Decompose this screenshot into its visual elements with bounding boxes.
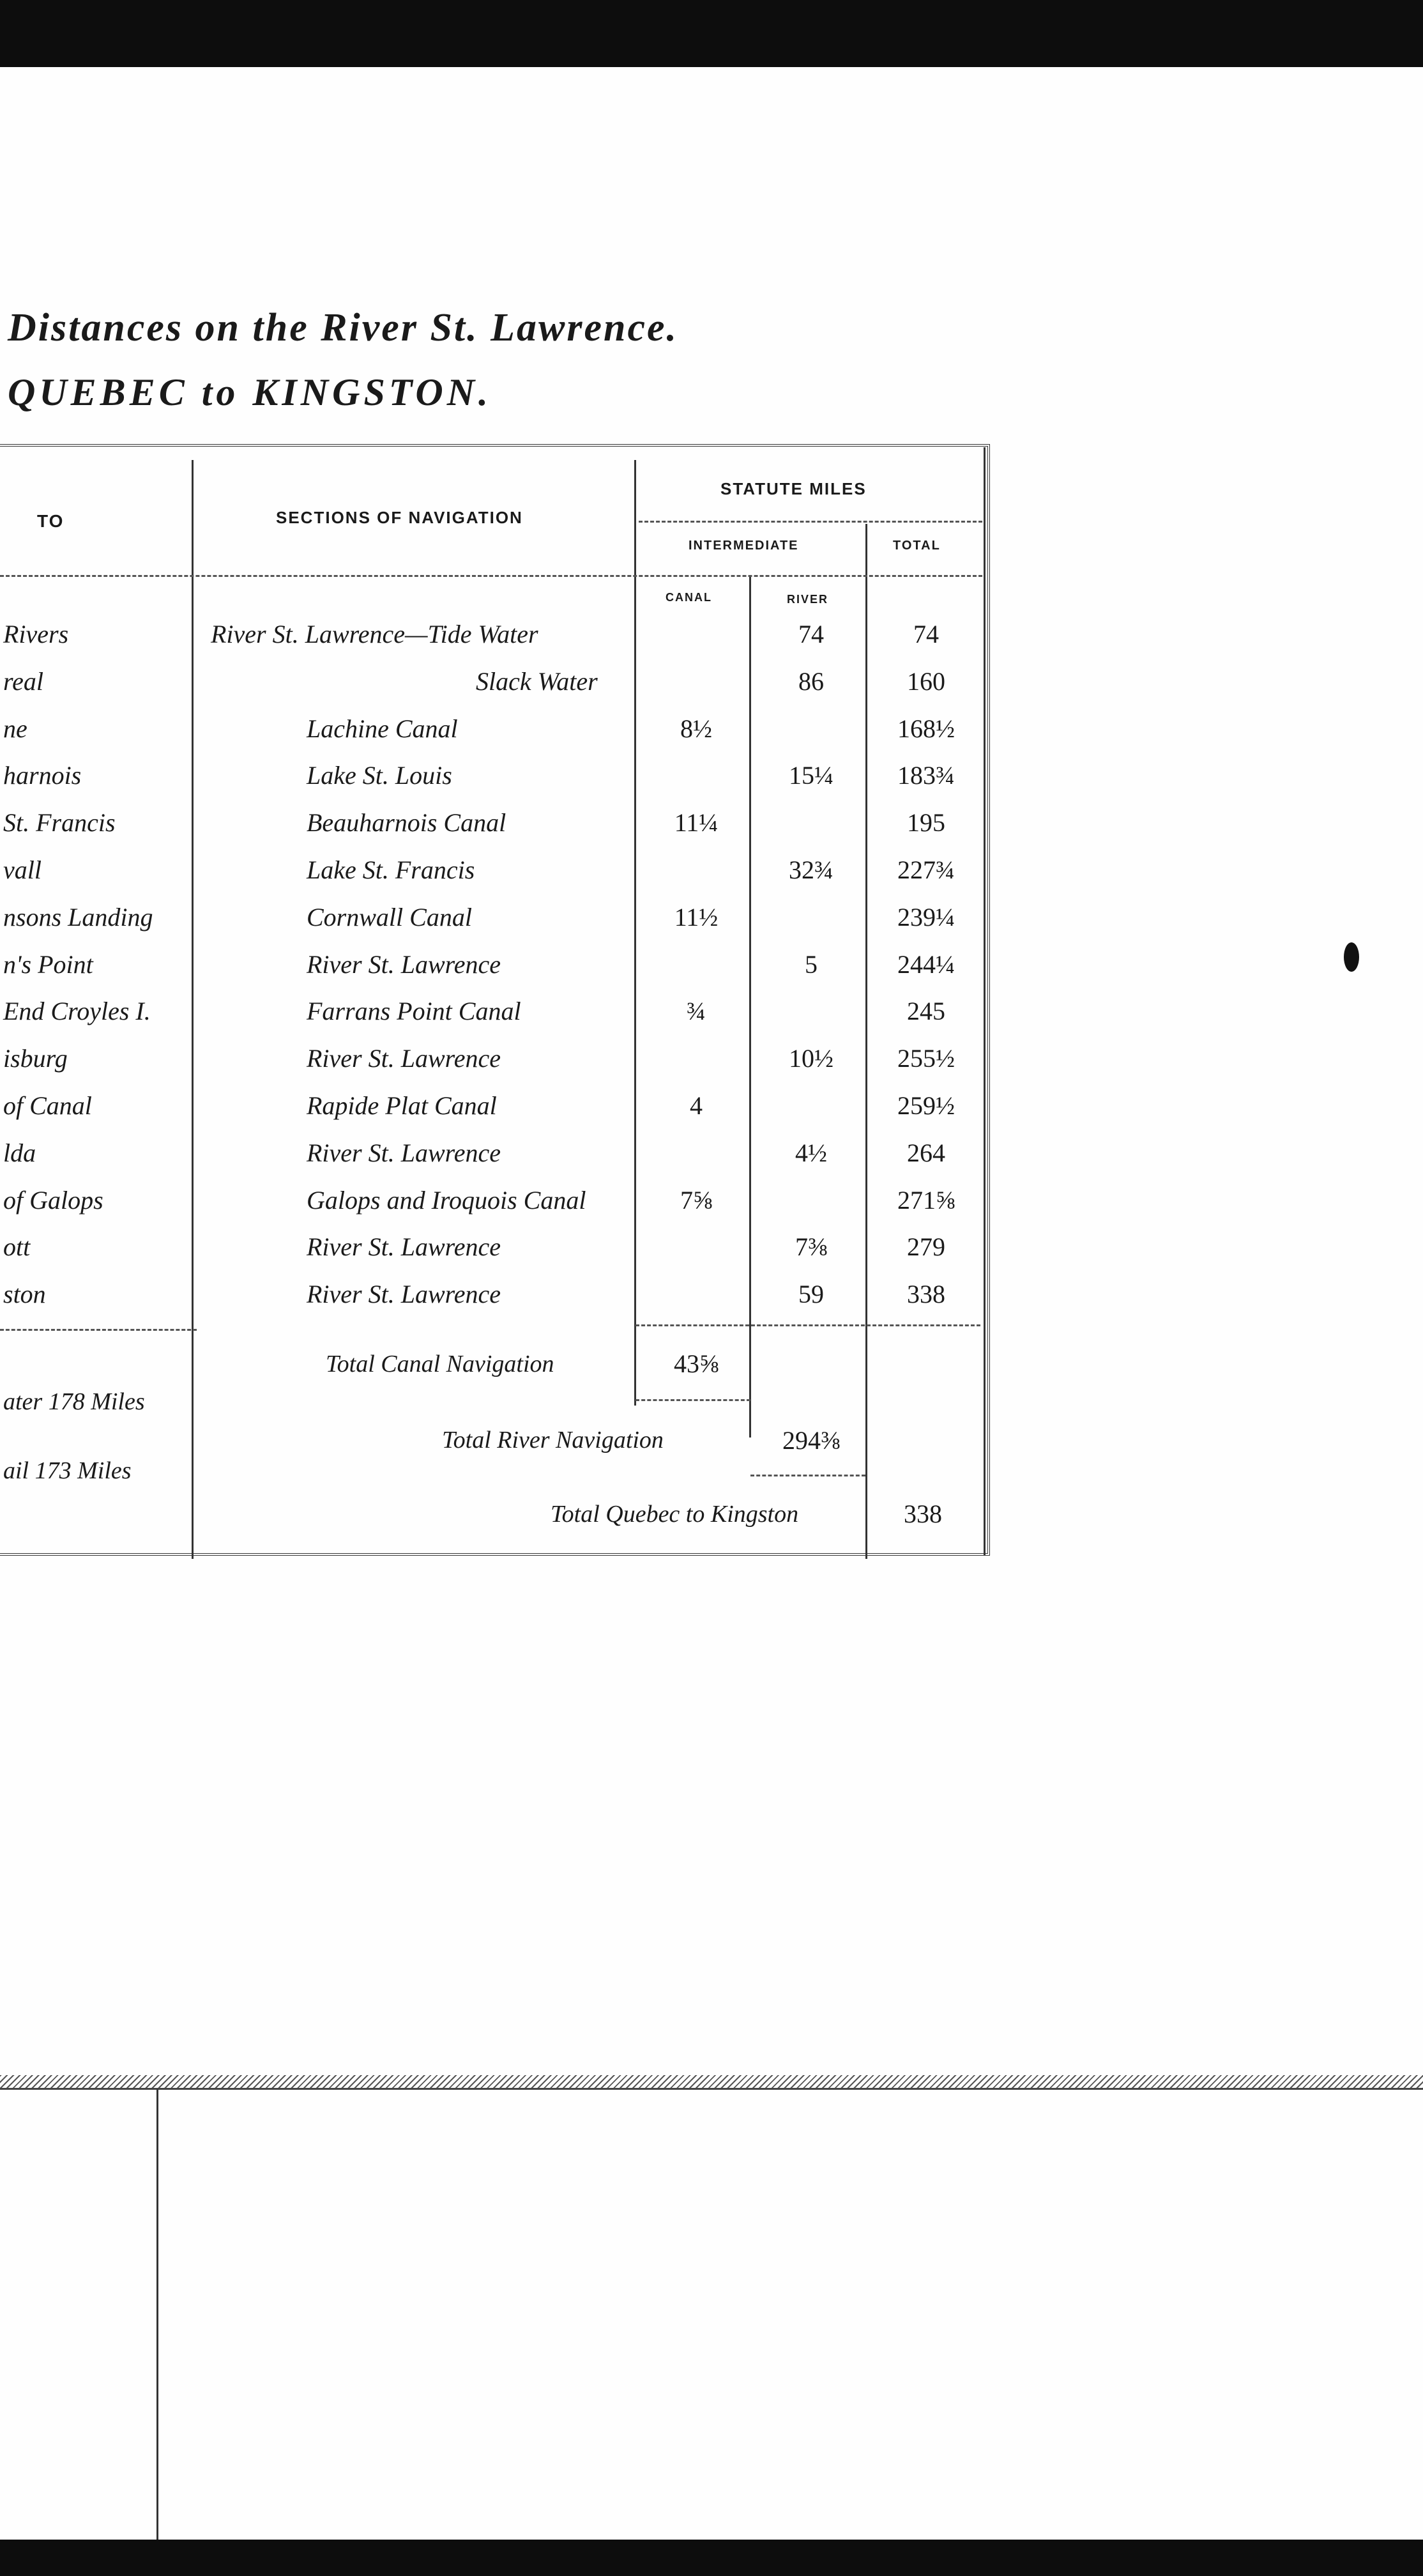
row-to: St. Francis (3, 808, 116, 837)
row-river: 4½ (795, 1138, 827, 1167)
row-total: 255½ (897, 1044, 955, 1073)
row-to: nsons Landing (3, 903, 153, 931)
col-divider-outer-inner (984, 447, 985, 1556)
row-section: Cornwall Canal (307, 903, 472, 931)
row-canal: 7⅝ (680, 1186, 712, 1215)
header-rule-bottom (0, 575, 982, 577)
row-total: 239¼ (897, 903, 955, 931)
row-section: River St. Lawrence (307, 1232, 501, 1261)
row-to: isburg (3, 1044, 68, 1073)
row-total: 160 (907, 667, 945, 696)
header-statute-miles: STATUTE MILES (720, 479, 867, 498)
row-to: ston (3, 1280, 46, 1308)
row-section: Slack Water (476, 667, 598, 696)
row-section: Galops and Iroquois Canal (307, 1186, 586, 1215)
body-rule-right (635, 1324, 980, 1326)
row-river: 10½ (789, 1044, 833, 1073)
row-river: 32¾ (789, 855, 833, 884)
row-river: 7⅜ (795, 1232, 827, 1261)
header-to: TO (37, 511, 65, 531)
row-to: n's Point (3, 950, 93, 979)
row-section: Rapide Plat Canal (307, 1091, 497, 1120)
row-total: 338 (907, 1280, 945, 1308)
row-to: of Galops (3, 1186, 103, 1215)
row-to: Rivers (3, 620, 69, 648)
header-intermediate: INTERMEDIATE (689, 539, 799, 553)
row-total: 279 (907, 1232, 945, 1261)
summary-river-value: 294⅜ (782, 1426, 840, 1455)
row-to: ne (3, 714, 27, 743)
scan-frame-top (0, 0, 1423, 67)
row-to: ott (3, 1232, 31, 1261)
row-section: River St. Lawrence (307, 950, 501, 979)
row-total: 227¾ (897, 855, 955, 884)
scan-frame-bottom (0, 2540, 1423, 2576)
bottom-rule (0, 2088, 1423, 2090)
header-sections: SECTIONS OF NAVIGATION (276, 508, 523, 527)
river-total-rule (750, 1475, 865, 1476)
row-canal: 4 (690, 1091, 703, 1120)
row-total: 195 (907, 808, 945, 837)
summary-total-value: 338 (904, 1499, 942, 1528)
row-total: 259½ (897, 1091, 955, 1120)
col-divider-intermediate (865, 524, 867, 1559)
row-river: 59 (798, 1280, 824, 1308)
col-divider-to (192, 460, 194, 1559)
row-section: Lake St. Francis (307, 855, 475, 884)
row-to: lda (3, 1138, 36, 1167)
row-section: Farrans Point Canal (307, 997, 521, 1025)
row-river: 5 (805, 950, 818, 979)
row-to: real (3, 667, 43, 696)
row-section: Lachine Canal (307, 714, 458, 743)
summary-river-label: Total River Navigation (442, 1427, 664, 1453)
page-subtitle: QUEBEC to KINGSTON. (8, 371, 492, 413)
row-to: vall (3, 855, 42, 884)
row-total: 264 (907, 1138, 945, 1167)
hatched-rule (0, 2075, 1423, 2089)
row-total: 244¼ (897, 950, 955, 979)
col-divider-canal (749, 575, 751, 1438)
page-title: Distances on the River St. Lawrence. (8, 306, 679, 349)
row-canal: 8½ (680, 714, 712, 743)
summary-left-line1: ater 178 Miles (3, 1388, 145, 1415)
row-total: 74 (913, 620, 939, 648)
summary-canal-label: Total Canal Navigation (326, 1351, 554, 1377)
row-total: 168½ (897, 714, 955, 743)
summary-total-label: Total Quebec to Kingston (551, 1501, 799, 1528)
canal-total-rule (635, 1399, 750, 1401)
row-river: 74 (798, 620, 824, 648)
row-to: harnois (3, 761, 82, 790)
row-to: of Canal (3, 1091, 92, 1120)
col-divider-sections (634, 460, 636, 1406)
row-river: 15¼ (789, 761, 833, 790)
row-river: 86 (798, 667, 824, 696)
row-section: River St. Lawrence—Tide Water (211, 620, 538, 648)
scan-speck (1344, 942, 1359, 972)
row-section: River St. Lawrence (307, 1280, 501, 1308)
summary-left-line2: ail 173 Miles (3, 1457, 132, 1484)
row-section: River St. Lawrence (307, 1138, 501, 1167)
row-section: Lake St. Louis (307, 761, 452, 790)
row-canal: 11½ (674, 903, 719, 931)
bottom-column-line (156, 2089, 158, 2540)
header-canal: CANAL (666, 591, 712, 604)
row-total: 183¾ (897, 761, 955, 790)
row-section: Beauharnois Canal (307, 808, 506, 837)
row-canal: ¾ (687, 997, 706, 1025)
row-total: 271⅝ (897, 1186, 955, 1215)
header-total: TOTAL (893, 539, 941, 553)
row-to: End Croyles I. (3, 997, 151, 1025)
row-section: River St. Lawrence (307, 1044, 501, 1073)
header-rule-statute (639, 521, 982, 523)
header-river: RIVER (787, 593, 829, 606)
row-total: 245 (907, 997, 945, 1025)
body-rule-left (0, 1329, 197, 1331)
row-canal: 11¼ (674, 808, 719, 837)
summary-canal-value: 43⅝ (674, 1349, 719, 1378)
